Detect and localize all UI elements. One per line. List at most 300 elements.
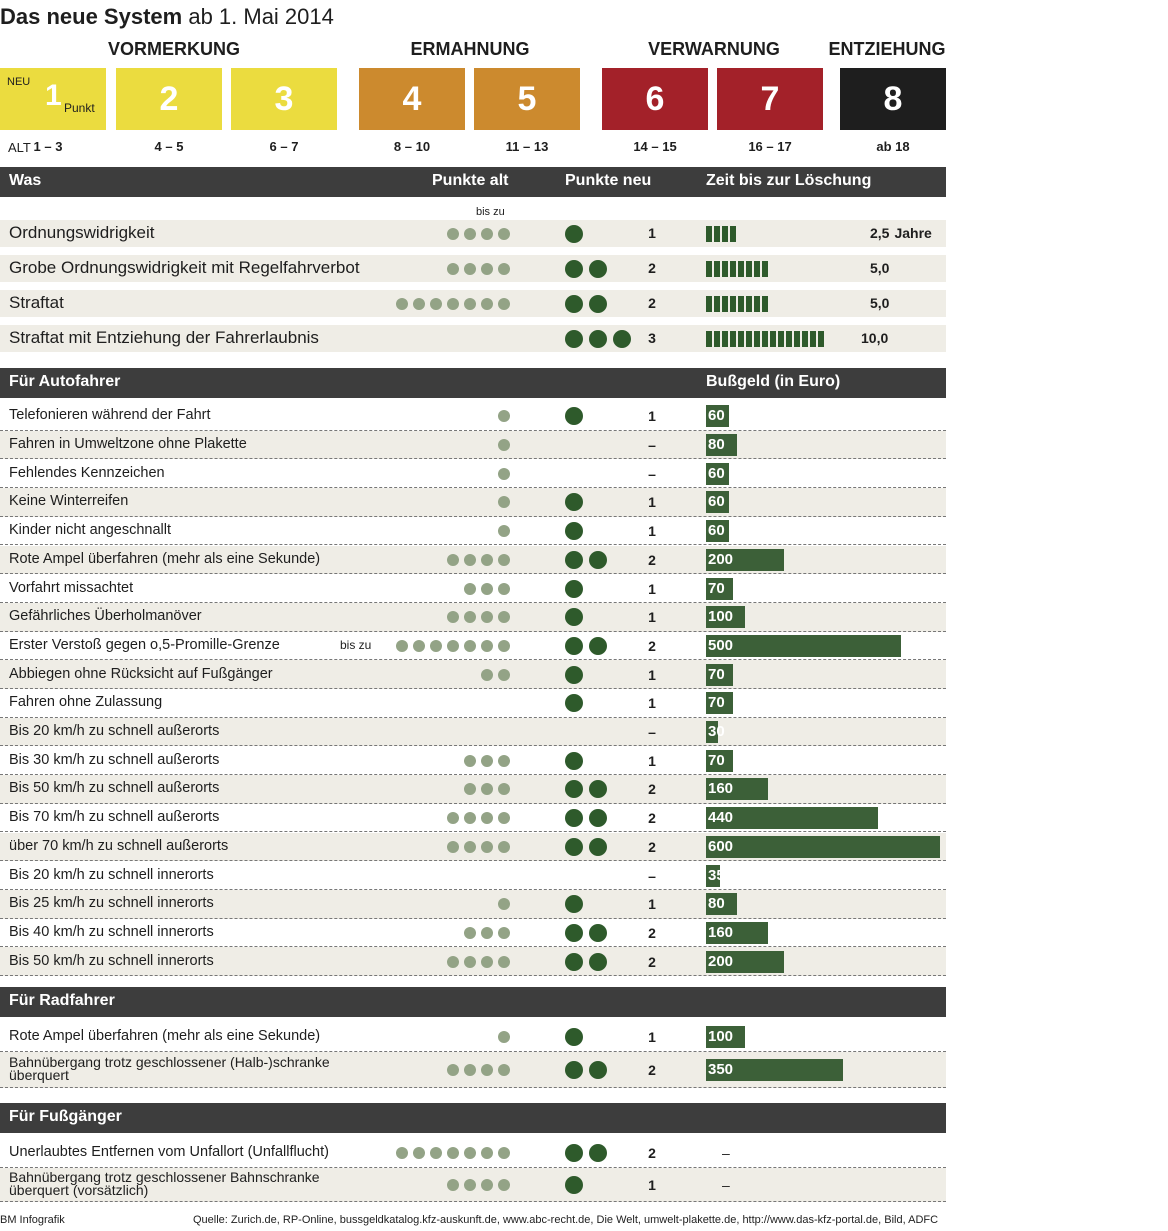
deletion-time-segment <box>714 261 720 277</box>
old-point-dot <box>413 298 425 310</box>
category-label: Ordnungswidrigkeit <box>9 223 155 242</box>
deletion-time-segment <box>738 296 744 312</box>
new-points-count: 2 <box>648 260 656 276</box>
deletion-time-segment <box>714 331 720 347</box>
old-point-dot <box>413 1147 425 1159</box>
deletion-years: 2,5 <box>870 225 890 241</box>
old-points <box>396 640 510 652</box>
footer-credit: BM Infografik <box>0 1214 65 1226</box>
new-point-dot <box>589 809 607 827</box>
old-points <box>464 927 510 939</box>
deletion-time-segment <box>706 226 712 242</box>
old-point-dot <box>447 298 459 310</box>
point-box-6 <box>602 68 708 130</box>
deletion-years: 10,0 <box>861 330 889 346</box>
old-point-dot <box>498 228 510 240</box>
new-points-count: 2 <box>648 924 656 941</box>
violation-label: Bis 25 km/h zu schnell innerorts <box>9 895 214 912</box>
old-point-dot <box>447 554 459 566</box>
new-points-count: 1 <box>648 408 656 425</box>
violation-label: Kinder nicht angeschnallt <box>9 522 172 539</box>
old-points <box>498 496 510 508</box>
old-point-dot <box>447 228 459 240</box>
table-row <box>0 603 946 632</box>
new-point-dot <box>565 551 583 569</box>
table-row <box>0 488 946 517</box>
old-point-dot <box>464 1147 476 1159</box>
alt-range-5: 11 – 13 <box>505 139 549 154</box>
old-point-dot <box>498 410 510 422</box>
stage-label-vormerkung: VORMERKUNG <box>107 39 240 59</box>
old-point-dot <box>464 228 476 240</box>
bis-zu-note: bis zu <box>476 206 505 218</box>
new-point-dot <box>565 260 583 278</box>
new-point-dot <box>565 295 583 313</box>
fine-bar: 200 <box>706 549 784 571</box>
fine-none: – <box>722 1145 730 1161</box>
new-point-dot <box>589 330 607 348</box>
old-points <box>464 783 510 795</box>
header-radfahrer-label: Für Radfahrer <box>9 992 115 1009</box>
old-point-dot <box>481 1147 493 1159</box>
table-row <box>0 919 946 948</box>
old-point-dot <box>498 583 510 595</box>
new-points-count: – <box>648 724 656 741</box>
violation-label: Rote Ampel überfahren (mehr als eine Sekunde) <box>9 1028 321 1044</box>
old-point-dot <box>481 841 493 853</box>
deletion-time-segment <box>722 331 728 347</box>
violation-label: Fahren in Umweltzone ohne Plakette <box>9 436 247 453</box>
point-box-4 <box>359 68 465 130</box>
new-points <box>565 953 607 971</box>
table-row <box>0 1022 946 1052</box>
new-points-count: 2 <box>648 810 656 827</box>
fine-bar: 160 <box>706 922 768 944</box>
deletion-time-segment <box>754 331 760 347</box>
new-point-dot <box>565 1028 583 1046</box>
old-point-dot <box>498 468 510 480</box>
category-row <box>0 290 946 317</box>
point-box-8 <box>840 68 946 130</box>
old-point-dot <box>430 298 442 310</box>
violation-label: Bahnübergang trotz geschlossener Bahnschranke überquert (vorsätzlich) <box>9 1169 320 1198</box>
violation-label: Bahnübergang trotz geschlossener (Halb-)schranke überquert <box>9 1054 330 1083</box>
new-points-count: 1 <box>648 225 656 241</box>
old-points <box>464 755 510 767</box>
table-row <box>0 804 946 833</box>
old-points <box>498 1031 510 1043</box>
new-point-dot <box>565 1061 583 1079</box>
deletion-time-segment <box>738 331 744 347</box>
old-points <box>464 583 510 595</box>
new-points <box>565 780 607 798</box>
violation-label: Fehlendes Kennzeichen <box>9 464 165 481</box>
deletion-time-segment <box>818 331 824 347</box>
deletion-time-segment <box>706 331 712 347</box>
old-point-dot <box>481 228 493 240</box>
table-row <box>0 833 946 862</box>
new-points <box>565 225 583 243</box>
new-points <box>565 838 607 856</box>
old-point-dot <box>396 1147 408 1159</box>
new-point-dot <box>589 637 607 655</box>
deletion-time-segment <box>786 331 792 347</box>
old-points <box>447 1179 510 1191</box>
new-point-dot <box>565 225 583 243</box>
old-point-dot <box>481 554 493 566</box>
table-row <box>0 689 946 718</box>
old-point-dot <box>447 1147 459 1159</box>
old-point-dot <box>498 1031 510 1043</box>
old-point-dot <box>447 611 459 623</box>
old-point-dot <box>430 1147 442 1159</box>
deletion-time-segment <box>802 331 808 347</box>
page-title: Das neue System ab 1. Mai 2014 <box>0 4 334 29</box>
deletion-time-segment <box>762 261 768 277</box>
deletion-time-value <box>870 225 932 241</box>
old-point-dot <box>498 812 510 824</box>
alt-range-2: 4 – 5 <box>154 139 184 154</box>
new-point-dot <box>565 522 583 540</box>
header-radfahrer <box>0 987 946 1017</box>
old-point-dot <box>464 583 476 595</box>
new-point-dot <box>589 260 607 278</box>
old-point-dot <box>498 755 510 767</box>
new-point-dot <box>565 895 583 913</box>
new-points <box>565 407 583 425</box>
old-point-dot <box>481 927 493 939</box>
new-points <box>565 895 583 913</box>
stage-label-entziehung: ENTZIEHUNG <box>828 39 946 59</box>
deletion-time-value <box>870 260 889 276</box>
new-points-count: 2 <box>648 1062 656 1078</box>
new-point-dot <box>565 752 583 770</box>
new-point-dot <box>565 924 583 942</box>
alt-range-8: ab 18 <box>876 139 910 154</box>
new-points <box>565 809 607 827</box>
header-fussgaenger <box>0 1103 946 1133</box>
new-point-dot <box>565 637 583 655</box>
new-point-dot <box>589 953 607 971</box>
new-points <box>565 666 583 684</box>
category-row <box>0 255 946 282</box>
violation-label: Keine Winterreifen <box>9 493 129 510</box>
old-point-dot <box>498 496 510 508</box>
table-row <box>0 574 946 603</box>
fine-bar: 80 <box>706 434 737 456</box>
table-row <box>0 660 946 689</box>
fine-bar: 100 <box>706 606 745 628</box>
old-points <box>447 611 510 623</box>
old-point-dot <box>464 611 476 623</box>
fine-bar: 200 <box>706 951 784 973</box>
deletion-time-segment <box>706 296 712 312</box>
deletion-time-segment <box>714 226 720 242</box>
old-point-dot <box>481 583 493 595</box>
point-box-5 <box>474 68 580 130</box>
new-points-count: 2 <box>648 637 656 654</box>
old-point-dot <box>447 263 459 275</box>
new-point-dot <box>589 838 607 856</box>
new-points <box>565 1061 607 1079</box>
new-point-dot <box>565 407 583 425</box>
old-points <box>498 525 510 537</box>
table-row <box>0 517 946 546</box>
violation-label: Abbiegen ohne Rücksicht auf Fußgänger <box>9 665 273 682</box>
old-points <box>447 812 510 824</box>
deletion-time-segment <box>730 226 736 242</box>
category-row <box>0 325 946 352</box>
old-point-dot <box>481 1179 493 1191</box>
old-points <box>447 228 510 240</box>
stage-label-ermahnung: ERMAHNUNG <box>410 39 530 59</box>
old-point-dot <box>498 525 510 537</box>
violation-label: Bis 20 km/h zu schnell innerorts <box>9 866 214 883</box>
violation-label: Bis 40 km/h zu schnell innerorts <box>9 923 214 940</box>
old-point-dot <box>464 1064 476 1076</box>
old-point-dot <box>447 956 459 968</box>
violation-label: Fahren ohne Zulassung <box>9 694 163 711</box>
new-points-count: 3 <box>648 330 656 346</box>
fine-bar: 100 <box>706 1026 745 1048</box>
deletion-time-bar <box>706 331 826 347</box>
old-point-dot <box>396 640 408 652</box>
table-row <box>0 632 946 661</box>
point-box-1 <box>0 68 106 130</box>
deletion-time-bar <box>706 296 770 312</box>
old-point-dot <box>498 298 510 310</box>
violation-label: Bis 50 km/h zu schnell innerorts <box>9 952 214 969</box>
bis-zu-prefix: bis zu <box>340 637 372 652</box>
category-label: Straftat mit Entziehung der Fahrerlaubnis <box>9 328 319 347</box>
point-box-value: 7 <box>760 79 780 118</box>
old-point-dot <box>498 554 510 566</box>
old-point-dot <box>481 956 493 968</box>
point-box-value: 3 <box>274 79 294 118</box>
new-points <box>565 752 583 770</box>
new-points <box>565 694 583 712</box>
old-point-dot <box>498 898 510 910</box>
old-point-dot <box>464 554 476 566</box>
new-points <box>565 295 607 313</box>
point-box-7 <box>717 68 823 130</box>
old-points <box>447 956 510 968</box>
old-point-dot <box>447 1179 459 1191</box>
table-row <box>0 718 946 747</box>
new-point-dot <box>565 580 583 598</box>
old-point-dot <box>498 1179 510 1191</box>
deletion-time-value <box>861 330 888 346</box>
deletion-time-segment <box>778 331 784 347</box>
new-points-count: 2 <box>648 781 656 798</box>
old-point-dot <box>464 1179 476 1191</box>
table-row <box>0 775 946 804</box>
new-point-dot <box>565 1176 583 1194</box>
fine-none: – <box>722 1177 730 1193</box>
new-points-count: 1 <box>648 580 656 597</box>
new-points-count: – <box>648 867 656 884</box>
violation-label: Telefonieren während der Fahrt <box>9 407 211 424</box>
new-points-count: 1 <box>648 523 656 540</box>
old-points <box>498 898 510 910</box>
old-point-dot <box>498 669 510 681</box>
deletion-time-segment <box>770 331 776 347</box>
header-punkte-neu: Punkte neu <box>565 172 652 189</box>
fine-bar: 70 <box>706 750 733 772</box>
new-point-dot <box>565 1144 583 1162</box>
new-points <box>565 1144 607 1162</box>
fine-bar: 70 <box>706 692 733 714</box>
fine-bar: 60 <box>706 405 729 427</box>
old-points <box>481 669 510 681</box>
old-point-dot <box>464 263 476 275</box>
table-row <box>0 431 946 460</box>
deletion-time-segment <box>762 331 768 347</box>
deletion-unit: Jahre <box>894 225 932 241</box>
new-points-count: 1 <box>648 1177 656 1193</box>
header-fussgaenger-label: Für Fußgänger <box>9 1108 122 1125</box>
table-row <box>0 1138 946 1168</box>
punkt-label: Punkt <box>64 101 95 115</box>
old-point-dot <box>498 1064 510 1076</box>
deletion-time-segment <box>738 261 744 277</box>
old-point-dot <box>464 841 476 853</box>
violation-label: Bis 50 km/h zu schnell außerorts <box>9 780 220 797</box>
deletion-time-segment <box>730 261 736 277</box>
table-row <box>0 890 946 919</box>
old-point-dot <box>498 611 510 623</box>
old-point-dot <box>447 1064 459 1076</box>
category-row <box>0 220 946 247</box>
alt-range-6: 14 – 15 <box>633 139 677 154</box>
new-points <box>565 260 607 278</box>
old-point-dot <box>481 611 493 623</box>
violation-label: über 70 km/h zu schnell außerorts <box>9 837 229 854</box>
new-points <box>565 608 583 626</box>
new-points <box>565 924 607 942</box>
table-row <box>0 947 946 976</box>
old-point-dot <box>498 1147 510 1159</box>
old-point-dot <box>498 956 510 968</box>
new-point-dot <box>565 694 583 712</box>
old-point-dot <box>498 927 510 939</box>
table-row <box>0 546 946 575</box>
violation-label: Bis 30 km/h zu schnell außerorts <box>9 751 220 768</box>
old-points <box>498 468 510 480</box>
new-points-count: 1 <box>648 494 656 511</box>
point-box-2 <box>116 68 222 130</box>
point-box-value: 6 <box>645 79 665 118</box>
header-was <box>0 167 946 197</box>
new-points-count: 2 <box>648 838 656 855</box>
fine-bar: 30 <box>706 721 718 743</box>
old-point-dot <box>498 783 510 795</box>
fine-bar: 35 <box>706 865 720 887</box>
new-points-count: 1 <box>648 695 656 712</box>
new-points-count: 1 <box>648 896 656 913</box>
new-point-dot <box>613 330 631 348</box>
deletion-years: 5,0 <box>870 295 890 311</box>
new-points-count: – <box>648 465 656 482</box>
old-point-dot <box>447 812 459 824</box>
deletion-time-segment <box>714 296 720 312</box>
new-point-dot <box>589 780 607 798</box>
deletion-time-segment <box>754 261 760 277</box>
new-point-dot <box>589 551 607 569</box>
old-point-dot <box>481 755 493 767</box>
fine-bar: 600 <box>706 836 940 858</box>
alt-range-4: 8 – 10 <box>393 139 431 154</box>
old-point-dot <box>464 640 476 652</box>
deletion-time-segment <box>746 331 752 347</box>
violation-label: Unerlaubtes Entfernen vom Unfallort (Unfallflucht) <box>9 1144 329 1160</box>
old-point-dot <box>430 640 442 652</box>
deletion-time-segment <box>794 331 800 347</box>
new-points <box>565 493 583 511</box>
fine-bar: 60 <box>706 491 729 513</box>
new-point-dot <box>565 953 583 971</box>
violation-label: Bis 20 km/h zu schnell außerorts <box>9 723 220 740</box>
deletion-time-segment <box>746 261 752 277</box>
deletion-time-bar <box>706 261 770 277</box>
new-point-dot <box>565 666 583 684</box>
old-point-dot <box>481 298 493 310</box>
header-punkte-alt: Punkte alt <box>432 172 509 189</box>
old-point-dot <box>498 263 510 275</box>
new-point-dot <box>565 330 583 348</box>
category-label: Straftat <box>9 293 64 312</box>
old-point-dot <box>464 812 476 824</box>
old-point-dot <box>498 439 510 451</box>
new-point-dot <box>589 924 607 942</box>
fine-bar: 80 <box>706 893 737 915</box>
old-point-dot <box>481 640 493 652</box>
deletion-time-segment <box>722 296 728 312</box>
old-point-dot <box>464 755 476 767</box>
new-points-count: 1 <box>648 609 656 626</box>
deletion-time-segment <box>730 296 736 312</box>
deletion-time-segment <box>730 331 736 347</box>
new-points <box>565 551 607 569</box>
old-point-dot <box>481 263 493 275</box>
table-row <box>0 861 946 890</box>
old-points <box>498 439 510 451</box>
old-point-dot <box>481 812 493 824</box>
point-box-value: 8 <box>883 79 903 118</box>
stage-label-verwarnung: VERWARNUNG <box>648 39 780 59</box>
neu-label: NEU <box>7 76 31 88</box>
violation-label: Erster Verstoß gegen o,5-Promille-Grenze <box>9 636 280 653</box>
old-point-dot <box>447 841 459 853</box>
new-points <box>565 637 607 655</box>
header-zeit: Zeit bis zur Löschung <box>706 172 872 189</box>
deletion-time-segment <box>754 296 760 312</box>
violation-label: Gefährliches Überholmanöver <box>9 608 202 625</box>
old-point-dot <box>396 298 408 310</box>
table-row <box>0 459 946 488</box>
deletion-time-segment <box>762 296 768 312</box>
deletion-time-segment <box>722 226 728 242</box>
new-points <box>565 522 583 540</box>
point-box-value: 5 <box>517 79 537 118</box>
deletion-time-value <box>870 295 889 311</box>
old-point-dot <box>464 927 476 939</box>
table-row <box>0 746 946 775</box>
header-autofahrer <box>0 368 946 398</box>
header-autofahrer-label: Für Autofahrer <box>9 373 121 390</box>
alt-label: ALT <box>8 140 31 155</box>
point-box-3 <box>231 68 337 130</box>
